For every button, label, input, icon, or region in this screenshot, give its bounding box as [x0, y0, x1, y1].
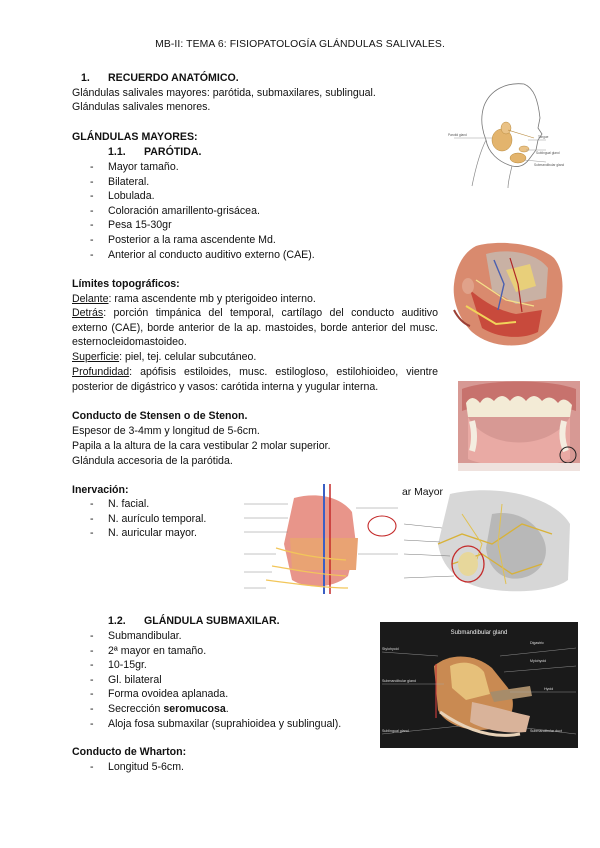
page-header: MB-II: TEMA 6: FISIOPATOLOGÍA GLÁNDULAS SALIVALES. [155, 39, 445, 50]
face-label: Parotid gland [448, 133, 467, 137]
face-sketch-figure [446, 78, 565, 190]
stensen-line: Papila a la altura de la cara vestibular 2 molar superior. [72, 440, 331, 452]
submand-label: Digastric [530, 641, 544, 645]
list-item: - Longitud 5-6cm. [72, 760, 184, 775]
list-item: - N. facial. [72, 497, 206, 512]
stensen-heading: Conducto de Stensen o de Stenon. [72, 410, 248, 422]
list-item: - N. aurículo temporal. [72, 512, 206, 527]
limites-delante [72, 292, 438, 307]
face-label: Submandibular gland [534, 163, 565, 167]
section-number: 1.2. [108, 615, 126, 627]
parotida-heading [108, 145, 201, 160]
list-item: - 10-15gr. [72, 658, 341, 673]
list-item: - Mayor tamaño. [72, 160, 315, 175]
nerve-diagram [236, 484, 402, 602]
section-number: 1.1. [108, 146, 126, 158]
list-item: - Bilateral. [72, 175, 315, 190]
submand-label: Submandibular gland [382, 679, 416, 683]
submand-label: Sublingual gland [382, 729, 409, 733]
section-1-line-1: Glándulas salivales mayores: parótida, submaxilares, sublingual. [72, 87, 376, 99]
section-title: PARÓTIDA. [144, 146, 202, 158]
submaxilar-heading [108, 614, 280, 629]
list-item: - Submandibular. [72, 629, 341, 644]
limites-detras [72, 306, 438, 350]
limites-heading: Límites topográficos: [72, 278, 180, 290]
list-item: - Forma ovoidea aplanada. [72, 687, 341, 702]
secrecion-bold: seromucosa [163, 702, 226, 715]
wharton-list [72, 760, 184, 775]
list-item: - Anterior al conducto auditivo externo (CAE). [72, 248, 315, 263]
face-label: Tongue [538, 135, 549, 139]
stensen-line: Espesor de 3-4mm y longitud de 5-6cm. [72, 425, 260, 437]
wharton-heading: Conducto de Wharton: [72, 746, 187, 758]
limites-profundidad [72, 365, 438, 394]
section-title: RECUERDO ANATÓMICO. [108, 72, 239, 84]
delante-text: : rama ascendente mb y pterigoideo interno. [108, 293, 316, 305]
submaxilar-list [72, 629, 341, 731]
section-1-heading [81, 71, 239, 86]
list-item: - Aloja fosa submaxilar (suprahioidea y sublingual). [72, 717, 341, 732]
secrecion-prefix: Secrección [108, 702, 164, 715]
limites-superficie [72, 350, 438, 365]
mouth-photo [458, 381, 580, 471]
dissected-face-image [446, 240, 568, 348]
superficie-text: : piel, tej. celular subcutáneo. [119, 351, 257, 363]
submandibular-gland-figure [380, 622, 578, 748]
profundidad-label: Profundidad [72, 366, 130, 378]
submand-label: Mylohyoid [530, 659, 547, 663]
inervacion-heading: Inervación: [72, 484, 129, 496]
stensen-line: Glándula accesoria de la parótida. [72, 455, 233, 467]
parotida-list [72, 160, 315, 262]
list-item: - N. auricular mayor. [72, 526, 206, 541]
submand-title: Submandibular gland [450, 630, 508, 636]
delante-label: Delante [72, 293, 109, 305]
section-1-line-2: Glándulas salivales menores. [72, 101, 211, 113]
submand-label: Hyoid [544, 687, 554, 691]
list-item: - Gl. bilateral [72, 673, 341, 688]
submand-label: Stylohyoid [382, 647, 399, 651]
face-label: Sublingual gland [536, 151, 560, 155]
list-item: - Coloración amarillento-grisácea. [72, 204, 315, 219]
list-item: - Posterior a la rama ascendente Md. [72, 233, 315, 248]
secrecion-suffix: . [225, 702, 229, 715]
inervacion-list [72, 497, 206, 541]
submand-label: Submandibular duct [530, 729, 562, 733]
superficie-label: Superficie [72, 351, 120, 363]
mayores-heading: GLÁNDULAS MAYORES: [72, 131, 198, 143]
section-title: GLÁNDULA SUBMAXILAR. [144, 615, 280, 627]
list-item: - 2ª mayor en tamaño. [72, 644, 341, 659]
profundidad-text: : apófisis estiloides, musc. estilogloso, estilohioideo, vientre posterior de digástrico y vasos: carótida interna y yugular interna. [72, 366, 438, 393]
list-item: - Pesa 15-30gr [72, 218, 315, 233]
list-item [72, 702, 341, 717]
section-number: 1. [81, 72, 90, 84]
nerve-figure-caption: ar Mayor [402, 487, 443, 498]
detras-label: Detrás [72, 307, 104, 319]
detras-text: : porción timpánica del temporal, cartílago del conducto auditivo externo (CAE), borde anterior de la ap. mastoides, borde anterior del musc. esternocleidomastoideo. [72, 307, 438, 349]
list-item: - Lobulada. [72, 189, 315, 204]
skull-nerve-figure [402, 484, 574, 596]
